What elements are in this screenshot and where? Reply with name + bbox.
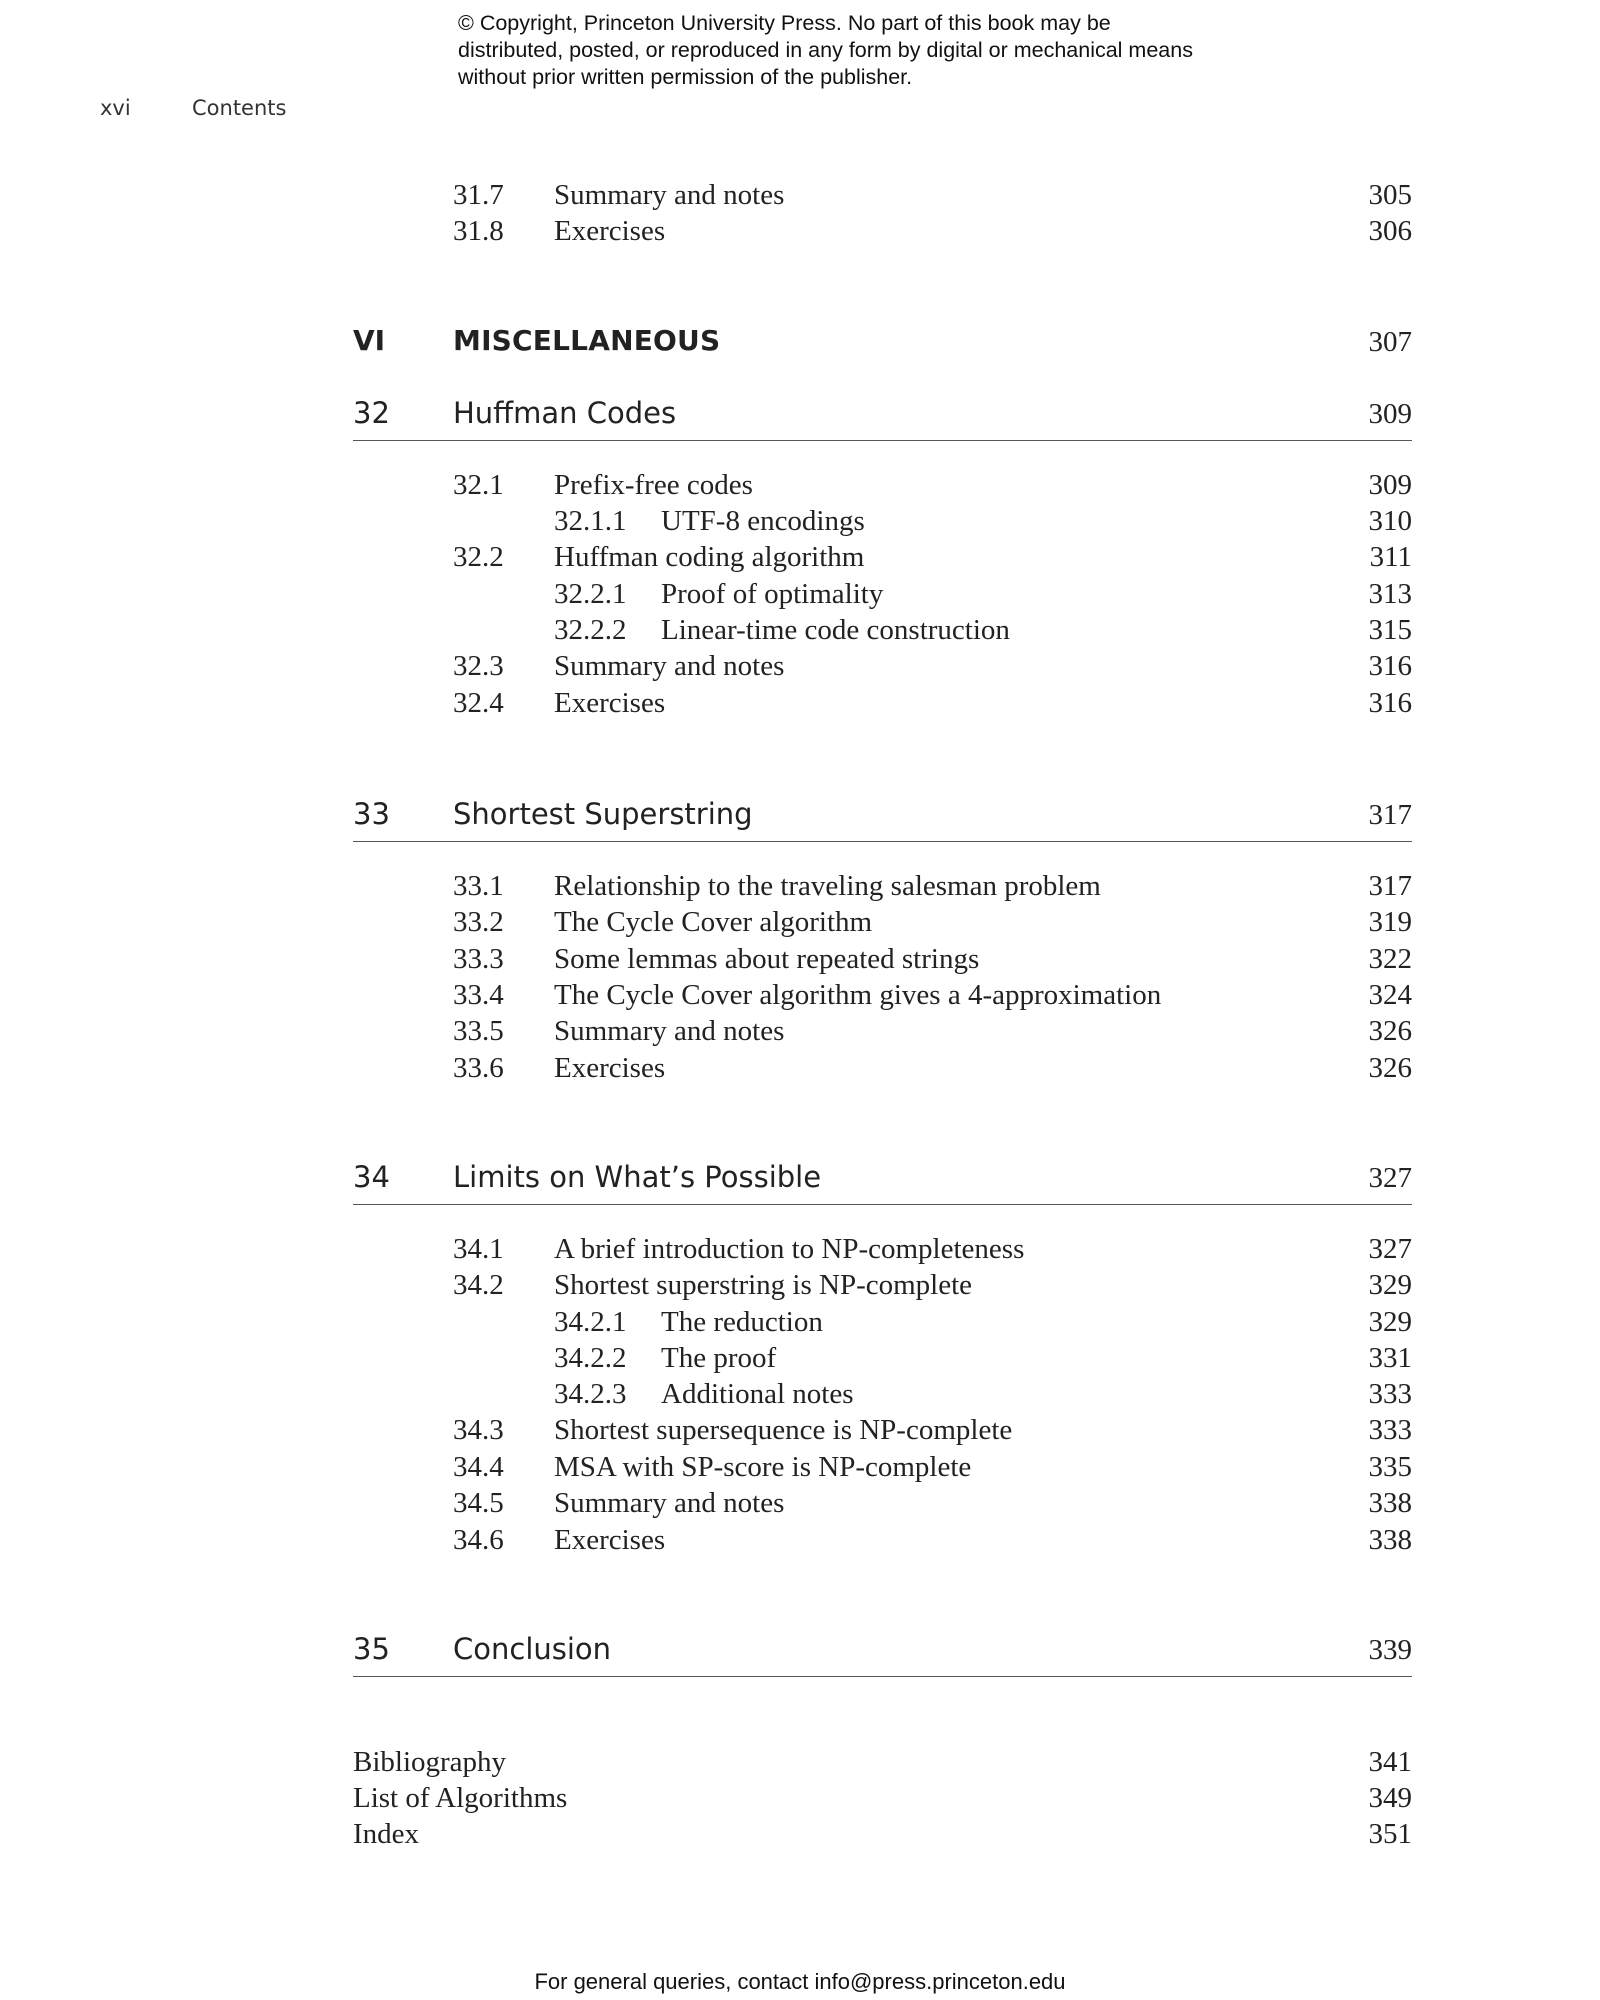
toc-entry[interactable] (0, 1015, 1600, 1051)
page-ref: 338 (1368, 1524, 1412, 1556)
part-title: MISCELLANEOUS (453, 324, 721, 357)
section-number: 31.8 (453, 215, 504, 247)
toc-entry[interactable] (0, 1414, 1600, 1450)
page-ref: 329 (1368, 1269, 1412, 1301)
page-ref: 310 (1368, 505, 1412, 537)
part-heading[interactable] (0, 324, 1600, 364)
page-ref: 317 (1368, 799, 1412, 831)
subsection-title: UTF-8 encodings (661, 505, 865, 537)
section-title: Huffman coding algorithm (554, 541, 865, 573)
page-ref: 335 (1368, 1451, 1412, 1483)
chapter-title: Limits on What’s Possible (453, 1160, 822, 1194)
section-number: 34.1 (453, 1233, 504, 1265)
page-ref: 309 (1368, 398, 1412, 430)
toc-entry[interactable] (0, 1524, 1600, 1560)
page-ref: 311 (1369, 541, 1412, 573)
section-title: Exercises (554, 1524, 666, 1556)
section-number: 32.1 (453, 469, 504, 501)
section-number: 34.6 (453, 1524, 504, 1556)
section-title: Summary and notes (554, 1487, 785, 1519)
page-ref: 338 (1368, 1487, 1412, 1519)
page-number: xvi (100, 96, 131, 120)
page-ref: 326 (1368, 1052, 1412, 1084)
section-title: A brief introduction to NP-completeness (554, 1233, 1025, 1265)
page-ref: 327 (1368, 1233, 1412, 1265)
subsection-number: 34.2.1 (554, 1306, 627, 1338)
section-title: Some lemmas about repeated strings (554, 943, 980, 975)
subsection-title: The proof (661, 1342, 777, 1374)
footer-contact: For general queries, contact info@press.princeton.edu (534, 1969, 1066, 1994)
toc-entry[interactable] (0, 870, 1600, 906)
chapter-title: Conclusion (453, 1632, 612, 1666)
page-ref: 315 (1368, 614, 1412, 646)
copyright-notice: © Copyright, Princeton University Press. No part of this book may be distributed, posted, or reproduced in any form by digital or mechanical means without prior written permission of the publisher. (458, 11, 1193, 89)
toc-subentry[interactable] (0, 505, 1600, 541)
chapter-number: 32 (353, 396, 390, 430)
toc-entry[interactable] (0, 541, 1600, 577)
subsection-number: 34.2.3 (554, 1378, 627, 1410)
page-ref: 349 (1368, 1782, 1412, 1814)
running-title: Contents (192, 96, 287, 120)
toc-entry[interactable] (0, 906, 1600, 942)
back-matter-entry[interactable] (0, 1818, 1600, 1854)
subsection-number: 34.2.2 (554, 1342, 627, 1374)
subsection-number: 32.2.1 (554, 578, 627, 610)
page-ref: 305 (1368, 179, 1412, 211)
section-title: Summary and notes (554, 1015, 785, 1047)
section-number: 32.2 (453, 541, 504, 573)
page-ref: 351 (1368, 1818, 1412, 1850)
section-number: 33.1 (453, 870, 504, 902)
subsection-title: The reduction (661, 1306, 823, 1338)
toc-entry[interactable] (0, 1052, 1600, 1088)
toc-subentry[interactable] (0, 614, 1600, 650)
toc-entry[interactable] (0, 1269, 1600, 1305)
chapter-title: Huffman Codes (453, 396, 677, 430)
subsection-number: 32.2.2 (554, 614, 627, 646)
section-number: 34.2 (453, 1269, 504, 1301)
section-title: Summary and notes (554, 179, 785, 211)
page-ref: 327 (1368, 1162, 1412, 1194)
page-ref: 313 (1368, 578, 1412, 610)
section-number: 33.5 (453, 1015, 504, 1047)
page-ref: 329 (1368, 1306, 1412, 1338)
back-matter-title: Bibliography (353, 1746, 507, 1778)
back-matter-entry[interactable] (0, 1782, 1600, 1818)
toc-entry[interactable] (0, 687, 1600, 723)
page-ref: 341 (1368, 1746, 1412, 1778)
section-title: The Cycle Cover algorithm (554, 906, 873, 938)
chapter-number: 35 (353, 1632, 390, 1666)
toc-entry[interactable] (0, 1487, 1600, 1523)
page-ref: 306 (1368, 215, 1412, 247)
chapter-number: 34 (353, 1160, 390, 1194)
section-title: Shortest supersequence is NP-complete (554, 1414, 1013, 1446)
section-title: Summary and notes (554, 650, 785, 682)
back-matter-title: Index (353, 1818, 420, 1850)
part-number: VI (353, 324, 386, 357)
section-number: 31.7 (453, 179, 504, 211)
section-number: 33.6 (453, 1052, 504, 1084)
section-number: 32.3 (453, 650, 504, 682)
toc-entry[interactable] (0, 943, 1600, 979)
section-number: 33.2 (453, 906, 504, 938)
page-ref: 316 (1368, 650, 1412, 682)
section-number: 34.5 (453, 1487, 504, 1519)
page-ref: 309 (1368, 469, 1412, 501)
section-title: Relationship to the traveling salesman problem (554, 870, 1101, 902)
page-ref: 333 (1368, 1414, 1412, 1446)
toc-entry[interactable] (0, 650, 1600, 686)
page-ref: 333 (1368, 1378, 1412, 1410)
section-title: The Cycle Cover algorithm gives a 4-approximation (554, 979, 1162, 1011)
page-ref: 339 (1368, 1634, 1412, 1666)
section-number: 33.3 (453, 943, 504, 975)
chapter-number: 33 (353, 797, 390, 831)
toc-entry[interactable] (0, 979, 1600, 1015)
section-title: Prefix-free codes (554, 469, 753, 501)
back-matter-entry[interactable] (0, 1746, 1600, 1782)
page-ref: 317 (1368, 870, 1412, 902)
toc-entry[interactable] (0, 179, 1600, 215)
section-number: 34.3 (453, 1414, 504, 1446)
subsection-title: Additional notes (661, 1378, 854, 1410)
section-title: Exercises (554, 215, 666, 247)
section-title: Shortest superstring is NP-complete (554, 1269, 973, 1301)
section-title: Exercises (554, 1052, 666, 1084)
subsection-title: Linear-time code construction (661, 614, 1010, 646)
toc-entry[interactable] (0, 1451, 1600, 1487)
toc-entry[interactable] (0, 215, 1600, 251)
page-ref: 324 (1368, 979, 1412, 1011)
chapter-heading[interactable] (353, 1632, 1412, 1677)
toc-subentry[interactable] (0, 1342, 1600, 1378)
section-title: MSA with SP-score is NP-complete (554, 1451, 972, 1483)
chapter-heading[interactable] (353, 1160, 1412, 1205)
page-ref: 307 (1368, 326, 1412, 358)
page-ref: 326 (1368, 1015, 1412, 1047)
section-title: Exercises (554, 687, 666, 719)
toc-entry[interactable] (0, 469, 1600, 505)
toc-subentry[interactable] (0, 1306, 1600, 1342)
subsection-title: Proof of optimality (661, 578, 884, 610)
toc-subentry[interactable] (0, 1378, 1600, 1414)
section-number: 33.4 (453, 979, 504, 1011)
page-ref: 322 (1368, 943, 1412, 975)
page-ref: 331 (1368, 1342, 1412, 1374)
toc-subentry[interactable] (0, 578, 1600, 614)
chapter-heading[interactable] (353, 797, 1412, 842)
page-ref: 319 (1368, 906, 1412, 938)
back-matter-title: List of Algorithms (353, 1782, 568, 1814)
page-ref: 316 (1368, 687, 1412, 719)
section-number: 34.4 (453, 1451, 504, 1483)
section-number: 32.4 (453, 687, 504, 719)
chapter-title: Shortest Superstring (453, 797, 753, 831)
subsection-number: 32.1.1 (554, 505, 627, 537)
toc-entry[interactable] (0, 1233, 1600, 1269)
chapter-heading[interactable] (353, 396, 1412, 441)
